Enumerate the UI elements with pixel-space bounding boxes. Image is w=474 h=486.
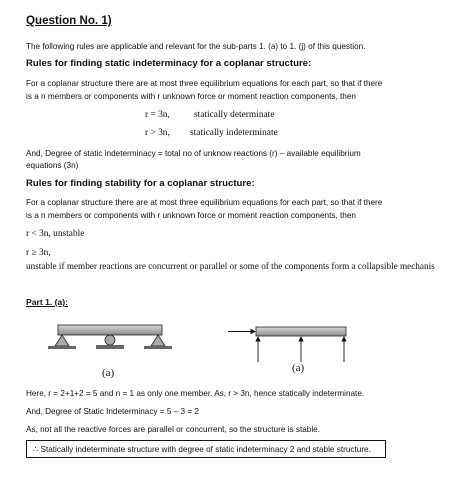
rule-stable-condition: r ≥ 3n, bbox=[26, 248, 51, 258]
indeterminacy-text-line2: is a n members or components with r unknown force or moment reaction components, then bbox=[26, 92, 356, 101]
part-title: Part 1. (a): bbox=[26, 297, 69, 307]
free-body-beam bbox=[256, 327, 346, 336]
stability-heading: Rules for finding stability for a coplanar structure: bbox=[26, 178, 255, 189]
conclusion-text: ∴ Statically indeterminate structure with degree of static indeterminacy 2 and stable structure. bbox=[33, 445, 371, 454]
degree-definition-line1: And, Degree of static indeterminacy = total no of unknow reactions (r) – available equilibrium bbox=[26, 149, 361, 158]
rule-indeterminate-label: statically indeterminate bbox=[190, 128, 278, 138]
beam bbox=[58, 325, 162, 335]
solution-line1: Here, r = 2+1+2 = 5 and n = 1 as only one member. As, r > 3n, hence statically indeterminate. bbox=[26, 389, 365, 398]
question-title: Question No. 1) bbox=[26, 14, 112, 27]
rule-determinate-equation: r = 3n, bbox=[145, 110, 170, 120]
intro-text: The following rules are applicable and relevant for the sub-parts 1. (a) to 1. (j) of this question. bbox=[26, 42, 366, 51]
figure-a-caption: (a) bbox=[102, 367, 115, 379]
indeterminacy-heading: Rules for finding static indeterminacy for a coplanar structure: bbox=[26, 58, 312, 69]
roller-support-middle bbox=[96, 335, 124, 349]
rule-unstable: r < 3n, unstable bbox=[26, 229, 85, 239]
stability-text-line1: For a coplanar structure there are at most three equilibrium equations for each part, so that if there bbox=[26, 198, 383, 207]
pin-support-left bbox=[48, 335, 76, 349]
conclusion-box bbox=[26, 440, 386, 458]
solution-line2: And, Degree of Static Indeterminacy = 5 – 3 = 2 bbox=[26, 407, 199, 416]
figure-b-caption: (a) bbox=[292, 362, 305, 374]
rule-stable-detail: unstable if member reactions are concurrent or parallel or some of the components form a collapsible mechanis bbox=[26, 261, 435, 271]
rule-indeterminate-equation: r > 3n, bbox=[145, 128, 170, 138]
degree-definition-line2: equations (3n) bbox=[26, 161, 79, 170]
solution-line3: As, not all the reactive forces are parallel or concurrent, so the structure is stable. bbox=[26, 425, 320, 434]
free-body-diagram bbox=[222, 318, 372, 368]
pin-support-right bbox=[144, 335, 172, 349]
indeterminacy-text-line1: For a coplanar structure there are at most three equilibrium equations for each part, so that if there bbox=[26, 79, 383, 88]
stability-text-line2: is a n members or components with r unknown force or moment reaction components, then bbox=[26, 211, 356, 220]
rule-determinate-label: statically determinate bbox=[194, 110, 275, 120]
